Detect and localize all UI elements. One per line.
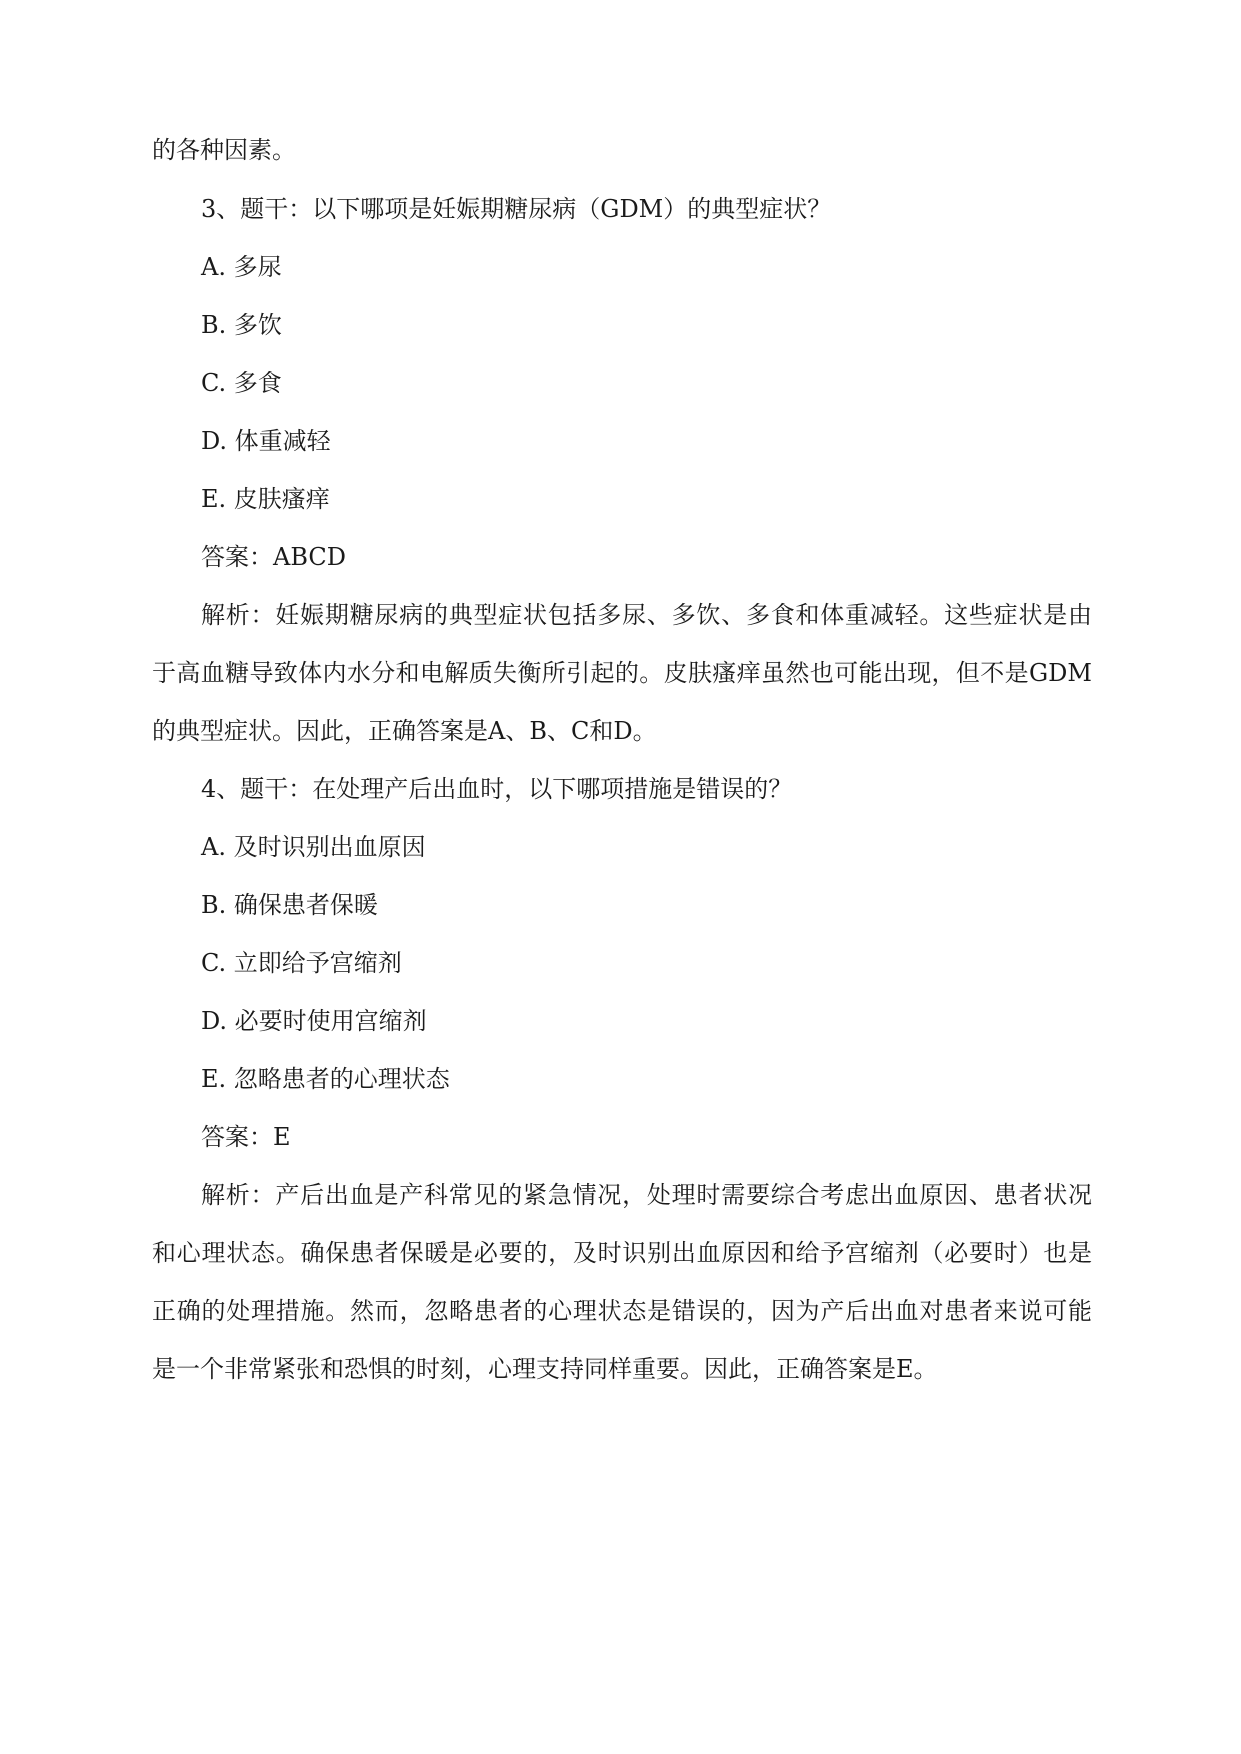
- question-3-explanation-line-2: 于高血糖导致体内水分和电解质失衡所引起的。皮肤瘙痒虽然也可能出现，但不是GDM: [152, 659, 1092, 687]
- question-4-explanation-line-2: 和心理状态。确保患者保暖是必要的，及时识别出血原因和给予宫缩剂（必要时）也是: [152, 1239, 1092, 1267]
- question-3-option-a: A. 多尿: [201, 253, 282, 281]
- question-4-explanation-line-1: 解析：产后出血是产科常见的紧急情况，处理时需要综合考虑出血原因、患者状况: [201, 1181, 1092, 1209]
- question-3-option-e: E. 皮肤瘙痒: [201, 485, 330, 513]
- question-3-option-c: C. 多食: [201, 369, 282, 397]
- question-4-option-c: C. 立即给予宫缩剂: [201, 949, 402, 977]
- question-4-option-d: D. 必要时使用宫缩剂: [201, 1007, 427, 1035]
- question-3-explanation-line-1: 解析：妊娠期糖尿病的典型症状包括多尿、多饮、多食和体重减轻。这些症状是由: [201, 601, 1092, 629]
- question-3-answer: 答案：ABCD: [201, 543, 347, 571]
- question-3-option-d: D. 体重减轻: [201, 427, 331, 455]
- question-4-option-e: E. 忽略患者的心理状态: [201, 1065, 450, 1093]
- question-4-explanation-line-3: 正确的处理措施。然而，忽略患者的心理状态是错误的，因为产后出血对患者来说可能: [152, 1297, 1092, 1325]
- question-4-explanation-line-4: 是一个非常紧张和恐惧的时刻，心理支持同样重要。因此，正确答案是E。: [152, 1355, 938, 1383]
- question-3-explanation-line-3: 的典型症状。因此，正确答案是A、B、C和D。: [152, 717, 657, 745]
- question-4-answer: 答案：E: [201, 1123, 291, 1151]
- paragraph-continuation: 的各种因素。: [152, 136, 296, 164]
- question-3-stem: 3、题干：以下哪项是妊娠期糖尿病（GDM）的典型症状？: [201, 195, 832, 223]
- question-4-option-b: B. 确保患者保暖: [201, 891, 378, 919]
- question-3-option-b: B. 多饮: [201, 311, 282, 339]
- question-4-stem: 4、题干：在处理产后出血时，以下哪项措施是错误的？: [201, 775, 793, 803]
- question-4-option-a: A. 及时识别出血原因: [201, 833, 426, 861]
